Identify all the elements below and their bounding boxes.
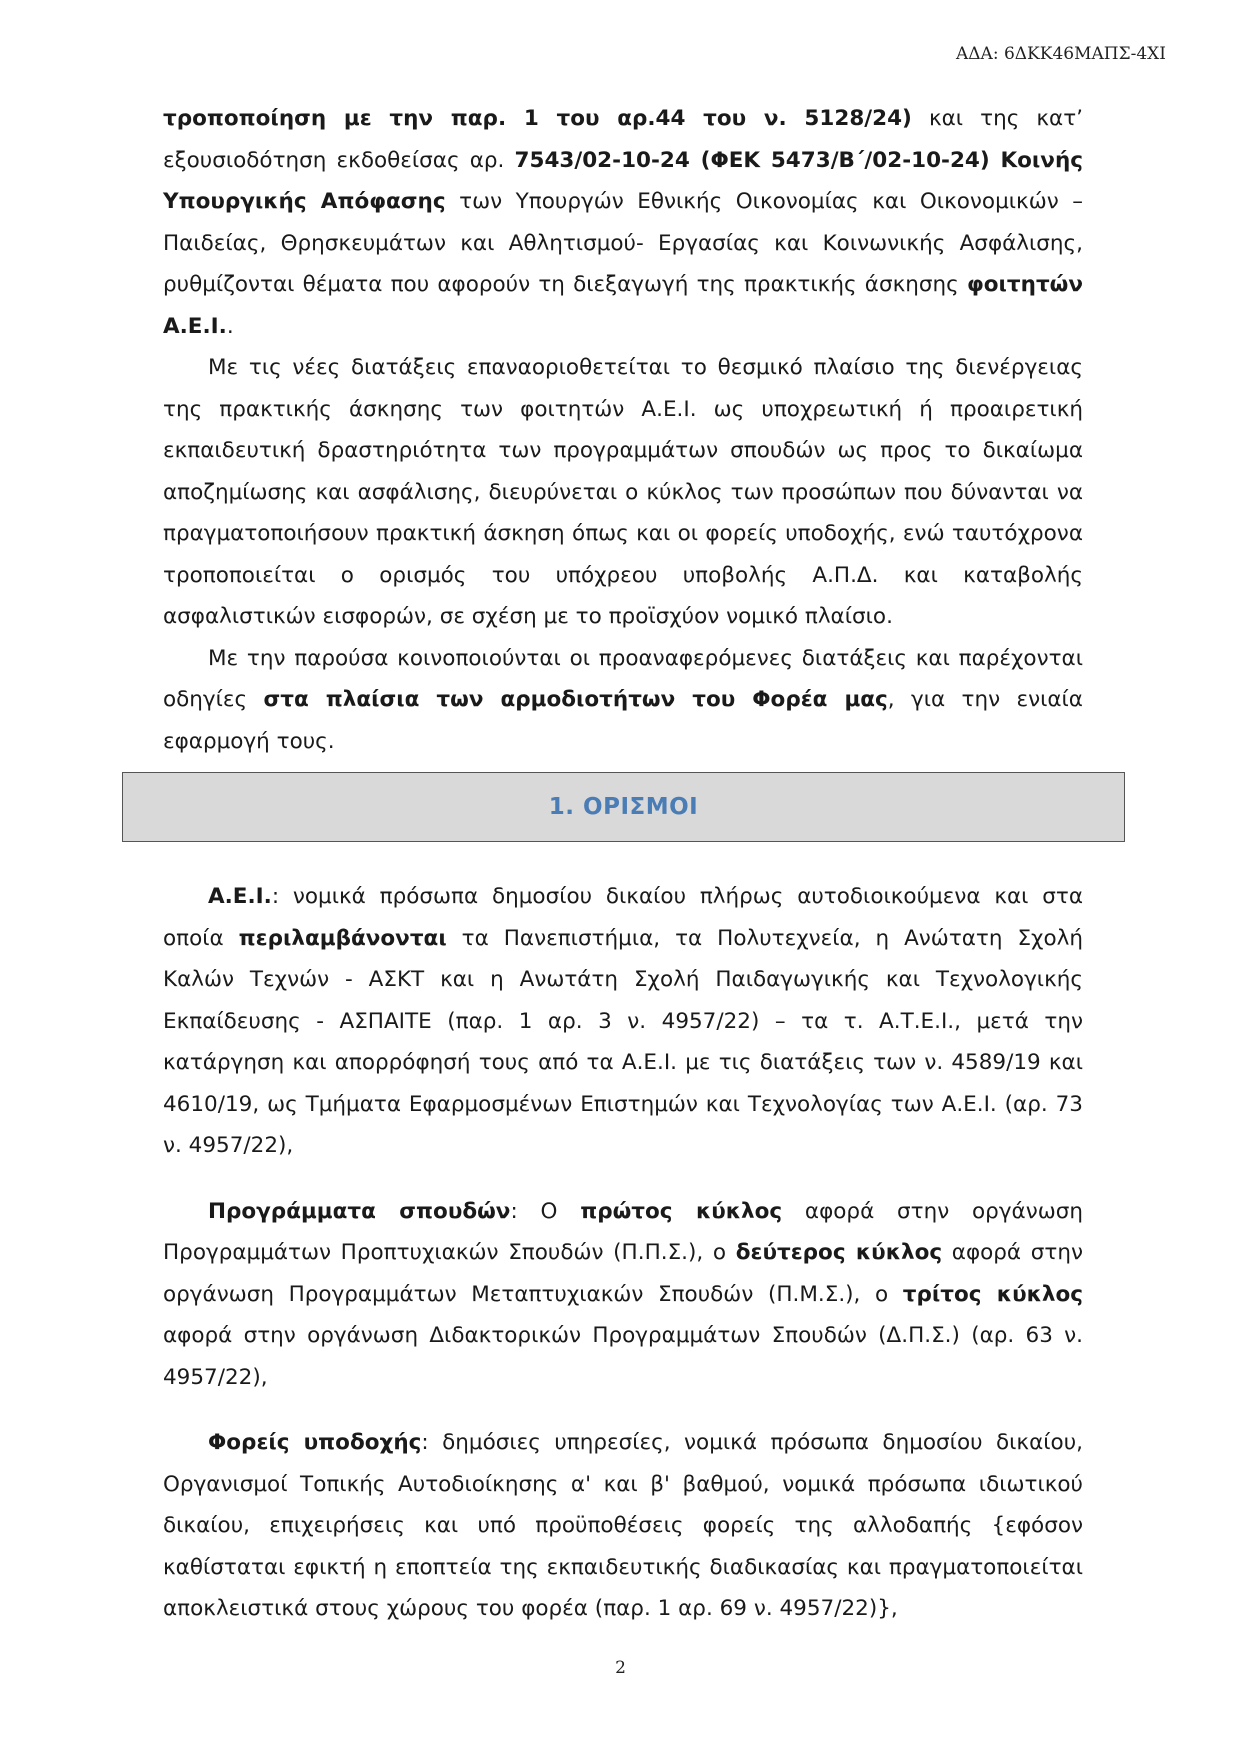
bold-text-run: περιλαμβάνονται (238, 925, 447, 951)
text-run: αφορά στην οργάνωση Διδακτορικών Προγραμμάτων Σπουδών (Δ.Π.Σ.) (αρ. 63 ν. 4957/22), (163, 1323, 1083, 1390)
bold-text-run: φοιτητών Α.Ε.Ι. (163, 272, 1083, 339)
bold-text-run: 7543/02-10-24 (ΦΕΚ 5473/Β΄/02-10-24) Κοινής Υπουργικής Απόφασης (163, 147, 1083, 214)
bold-text-run: τροποποίηση με την παρ. 1 του αρ.44 του ν. 5128/24) (163, 106, 912, 131)
page-number: 2 (615, 1658, 626, 1678)
intro-paragraph-2 (163, 347, 1083, 638)
bold-text-run: δεύτερος κύκλος (735, 1240, 943, 1265)
text-run: , για την ενιαία εφαρμογή τους. (163, 687, 1083, 754)
text-run: των Υπουργών Εθνικής Οικονομίας και Οικονομικών – Παιδείας, Θρησκευμάτων και Αθλητισμού- Εργασίας και Κοινωνικής Ασφάλισης, ρυθμίζονται θέματα που αφορούν τη διεξαγωγή της πρακτικής άσκησης (163, 189, 1084, 297)
section-heading-box (122, 772, 1125, 842)
definition-programs (163, 1191, 1083, 1399)
text-run: τα Πανεπιστήμια, τα Πολυτεχνεία, η Ανώτατη Σχολή Καλών Τεχνών - ΑΣΚΤ και η Ανωτάτη Σχολή Παιδαγωγικής και Τεχνολογικής Εκπαίδευσης - ΑΣΠΑΙΤΕ (παρ. 1 αρ. 3 ν. 4957/22) – τα τ. Α.Τ.Ε.Ι., μετά την κατάργηση και απορρόφησή τους από τα Α.Ε.Ι. με τις διατάξεις των ν. 4589/19 και 4610/19, ως Τμήματα Εφαρμοσμένων Επιστημών και Τεχνολογίας των Α.Ε.Ι. (αρ. 73 ν. 4957/22), (163, 925, 1083, 1158)
text-run: Με τις νέες διατάξεις επαναοριοθετείται το θεσμικό πλαίσιο της διενέργειας της πρακτικής άσκησης των φοιτητών Α.Ε.Ι. ως υποχρεωτική ή προαιρετική εκπαιδευτική δραστηριότητα των προγραμμάτων σπουδών ως προς το δικαίωμα αποζημίωσης και ασφάλισης, διευρύνεται ο κύκλος των προσώπων που δύνανται να πραγματοποιήσουν πρακτική άσκηση όπως και οι φορείς υποδοχής, ενώ ταυτόχρονα τροποποιείται ο ορισμός του υπόχρεου υποβολής Α.Π.Δ. και καταβολής ασφαλιστικών εισφορών, σε σχέση με το προϊσχύον νομικό πλαίσιο. (163, 355, 1083, 629)
bold-text-run: Α.Ε.Ι. (208, 884, 272, 909)
intro-section (163, 98, 1083, 762)
bold-text-run: Φορείς υποδοχής (208, 1430, 422, 1455)
intro-paragraph-3 (163, 638, 1083, 763)
bold-text-run: στα πλαίσια των αρμοδιοτήτων του Φορέα μας (263, 687, 888, 712)
bold-text-run: τρίτος κύκλος (902, 1281, 1083, 1307)
definitions-section (163, 876, 1083, 1654)
text-run: : νομικά πρόσωπα δημοσίου δικαίου πλήρως αυτοδιοικούμενα και στα οποία (163, 884, 1083, 951)
bold-text-run: πρώτος κύκλος (580, 1198, 783, 1224)
text-run: Με την παρούσα κοινοποιούνται οι προαναφερόμενες διατάξεις και παρέχονται οδηγίες (163, 645, 1083, 712)
text-run: : δημόσιες υπηρεσίες, νομικά πρόσωπα δημοσίου δικαίου, Οργανισμοί Τοπικής Αυτοδιοίκησης α' και β' βαθμού, νομικά πρόσωπα ιδιωτικού δικαίου, επιχειρήσεις και υπό προϋποθέσεις φορείς της αλλοδαπής {εφόσον καθίσταται εφικτή η εποπτεία της εκπαιδευτικής διαδικασίας και πραγματοποιείται αποκλειστικά στους χώρους του φορέα (παρ. 1 αρ. 69 ν. 4957/22)}, (163, 1430, 1083, 1621)
intro-paragraph-1 (163, 98, 1083, 347)
section-title: 1. ΟΡΙΣΜΟΙ (548, 794, 699, 820)
text-run: αφορά στην οργάνωση Προγραμμάτων Προπτυχιακών Σπουδών (Π.Π.Σ.), ο (163, 1198, 1083, 1265)
definition-aei (163, 876, 1083, 1167)
bold-text-run: Προγράμματα σπουδών (208, 1198, 511, 1224)
text-run: αφορά στην οργάνωση Προγραμμάτων Μεταπτυχιακών Σπουδών (Π.Μ.Σ.), ο (163, 1240, 1083, 1307)
definition-hosts (163, 1422, 1083, 1630)
ada-code: ΑΔΑ: 6ΔΚΚ46ΜΑΠΣ-4ΧΙ (956, 44, 1166, 64)
text-run: : Ο (510, 1198, 581, 1224)
text-run: και της κατ’ εξουσιοδότηση εκδοθείσας αρ. (163, 106, 1083, 173)
text-run: . (226, 313, 234, 339)
